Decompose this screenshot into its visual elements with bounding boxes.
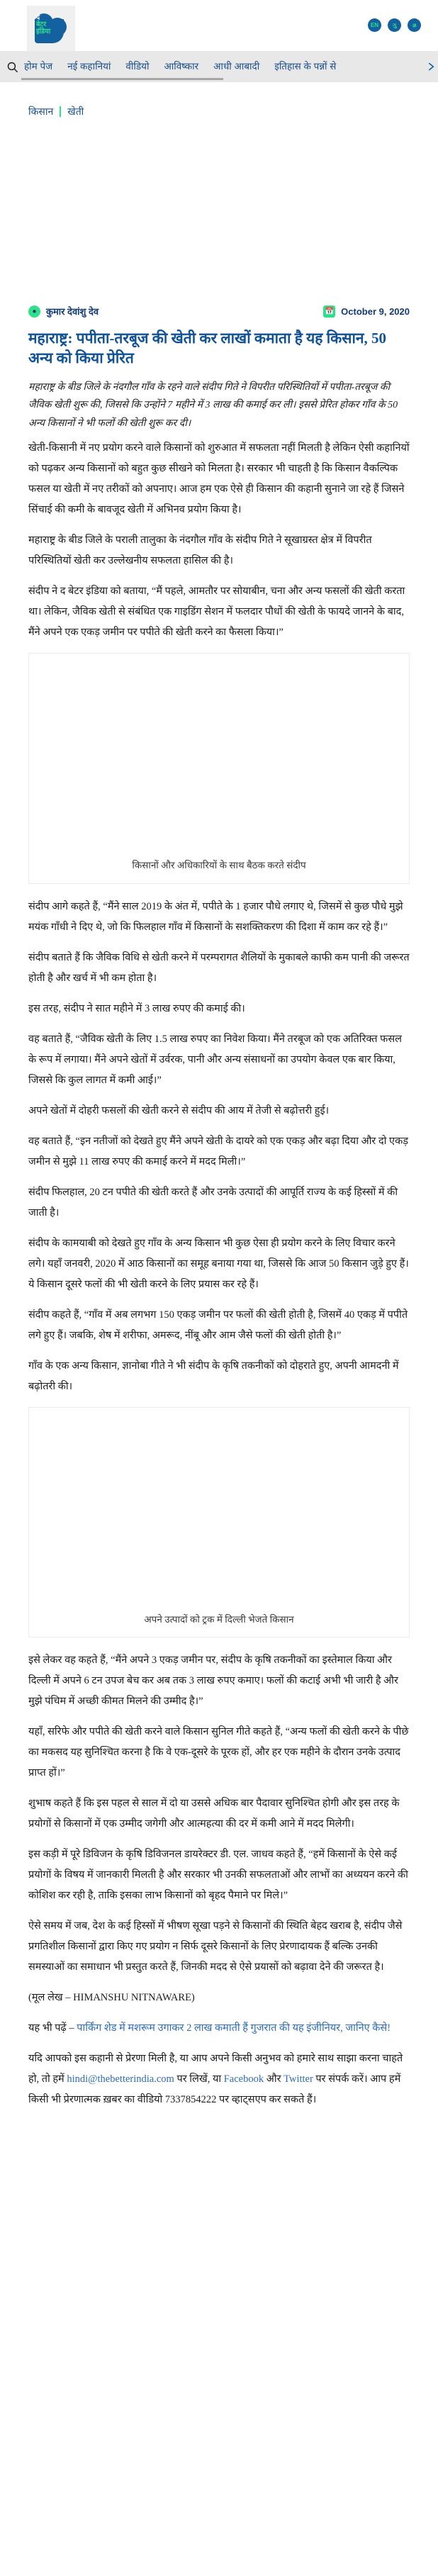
- logo-line-3: इंडिया: [36, 27, 51, 35]
- figure-1-image: [29, 654, 409, 852]
- paragraph: ऐसे समय में जब, देश के कई हिस्सों में भीषण सूखा पड़ने से किसानों की स्थिति बेहद खराब है, संदीप जैसे प्रगतिशील किसानों द्वारा किए गए प्रयोग न सिर्फ दूसरे किसानों के लिए प्रेरणादायक हैं बल्कि उनकी समस्याओं का समाधान भी प्रस्तुत करते हैं, जिनकी मदद से ऐसे प्रयासों को बढ़ावा देने की जरूरत है।: [28, 1920, 403, 1973]
- site-header: [0, 0, 438, 51]
- paragraph: गाँव के एक अन्य किसान, ज्ञानोबा गीते ने भी संदीप के कृषि तकनीकों को दोहराते हुए, अपनी आमदनी में बढ़ोतरी की।: [28, 1360, 399, 1392]
- footer-note: [28, 2049, 410, 2110]
- footer-note-part1: यदि आपको इस कहानी से प्रेरणा मिली है, या आप अपने किसी अनुभव को हमारे साथ साझा करना चाहते हो, तो हमें: [28, 2052, 403, 2085]
- main-navigation: [0, 51, 438, 82]
- heart-logo-icon: [35, 12, 67, 45]
- article-excerpt: महाराष्ट्र के बीड जिले के नंदगौल गाँव के रहने वाले संदीप गिते ने विपरीत परिस्थितियों में पपीता-तरबूज की जैविक खेती शुरू की, जिससे कि उन्होंने 7 महीने में 3 लाख की कमाई कर ली। इससे प्रेरित होकर गाँव के 50 अन्य किसानों ने भी फलों की खेती शुरू कर दी।: [28, 381, 398, 429]
- nav-item-women[interactable]: आधी आबादी: [213, 61, 260, 72]
- facebook-link[interactable]: Facebook: [223, 2073, 264, 2085]
- article-figure-1: [28, 653, 410, 883]
- footer-note-part5: पर व्हाट्सएप कर सकते हैं।: [216, 2093, 317, 2105]
- article-meta: [28, 305, 410, 318]
- paragraph: संदीप आगे कहते हैं, “मैंने साल 2019 के अंत में, पपीते के 1 हजार पौधे लगाए थे, जिसमें से कुछ पौधे मुझे मयंक गाँधी ने दिए थे, जो कि फिलहाल गाँव में किसानों के सशक्तिकरण की दिशा में काम कर रहे हैं।”: [28, 900, 403, 933]
- footer-note-part2: पर लिखें, या: [174, 2073, 224, 2085]
- site-logo[interactable]: [27, 6, 75, 51]
- author-meta[interactable]: [28, 305, 99, 318]
- email-link[interactable]: hindi@thebetterindia.com: [67, 2073, 174, 2085]
- paragraph: संदीप ने द बेटर इंडिया को बताया, “मैं पहले, आमतौर पर सोयाबीन, चना और अन्य फसलों की खेती करता था। लेकिन, जैविक खेती से संबंधित एक गाइडिंग सेशन में फलदार पौधों की खेती के फायदे जानने के बाद, मैंने अपने एक एकड़ जमीन पर पपीते की खेती करने का फैसला किया।”: [28, 586, 405, 639]
- paragraph: संदीप फिलहाल, 20 टन पपीते की खेती करते हैं और उनके उत्पादों की आपूर्ति राज्य के कई हिस्सों में की जाती है।: [28, 1186, 398, 1219]
- lang-en-button[interactable]: EN: [368, 18, 381, 32]
- paragraph: यहाँ, सरिफे और पपीते की खेती करने वाले किसान सुनिल गीते कहते हैं, “अन्य फलों की खेती करने के पीछे का मकसद यह सुनिश्चित करना है कि वे एक-दूसरे के पूरक हों, और हर एक महीने के दौरान उनके उत्पाद प्राप्त हों।”: [28, 1725, 409, 1779]
- paragraph: इस कड़ी में पूरे डिविजन के कृषि डिविजनल डायरेक्टर डी. एल. जाधव कहते हैं, “हमें किसानों के ऐसे कई प्रयोगों के विषय में जानकारी मिलती है और सरकार भी उनकी सफलताओं और लाभों का अध्ययन करने की कोशिश कर रही है, ताकि इसका लाभ किसानों को बृहद पैमाने पर मिले।”: [28, 1848, 408, 1901]
- article-figure-2: [28, 1407, 410, 1637]
- figure-2-caption: अपने उत्पादों को ट्रक में दिल्ली भेजते किसान: [144, 1613, 294, 1625]
- paragraph: संदीप कहते हैं, “गाँव में अब लगभग 150 एकड़ जमीन पर फलों की खेती होती है, जिसमें 40 एकड़ में पपीते लगे हुए हैं। जबकि, शेष में शरीफा, अमरूद, नींबू और आम जैसे फलों की खेती होती है।”: [28, 1309, 408, 1341]
- paragraph: खेती-किसानी में नए प्रयोग करने वाले किसानों को शुरुआत में सफलता नहीं मिलती है लेकिन ऐसी कहानियों को पढ़कर अन्य किसानों को बहुत कुछ सीखने को मिलता है। सरकार भी चाहती है कि किसान वैकल्पिक फसल या खेती में नए तरीकों को अपनाए। आज हम एक ऐसे ही किसान की कहानी सुनाने जा रहे हैं जिसने सिंचाई की कमी के बावजूद खेती में अभिनव प्रयोग किया है।: [28, 442, 410, 516]
- footer-note-part4: पर संपर्क करें। आप हमें किसी भी प्रेरणात्मक ख़बर का वीडियो: [28, 2073, 401, 2105]
- chevron-right-icon[interactable]: [422, 60, 438, 73]
- paragraph: संदीप के कामयाबी को देखते हुए गाँव के अन्य किसान भी कुछ ऐसा ही प्रयोग करने के लिए विचार करने लगे। यहाँ जनवरी, 2020 में आठ किसानों का समूह बनाया गया था, जिससे कि आज 50 किसान जुड़े हुए हैं। ये किसान दूसरे फलों की भी खेती करने के लिए प्रयास कर रहे हैं।: [28, 1237, 409, 1290]
- paragraph: शुभाष कहते हैं कि इस पहल से साल में दो या उससे अधिक बार पैदावार सुनिश्चित होगी और इस तरह के प्रयोगों से किसानों में एक उम्मीद जगेगी और आत्महत्या की दर में कमी आने में मदद मिलेगी।: [28, 1797, 400, 1830]
- nav-item-new-stories[interactable]: नई कहानियां: [67, 61, 111, 72]
- lang-ml-button[interactable]: മ: [408, 18, 421, 32]
- read-also-prefix: यह भी पढ़ें –: [28, 2022, 77, 2034]
- lang-gu-button[interactable]: ગુ: [388, 18, 401, 32]
- hero-image: [28, 122, 410, 299]
- nav-scroll-indicator[interactable]: [21, 78, 223, 80]
- search-icon[interactable]: [0, 61, 24, 73]
- paragraph: महाराष्ट्र के बीड जिले के पराली तालुका के नंदगौल गाँव के संदीप गिते ने सूखाग्रस्त क्षेत्र में विपरीत परिस्थितियों खेती कर उल्लेखनीय सफलता हासिल की है।: [28, 534, 372, 567]
- author-name[interactable]: कुमार देवांशु देव: [46, 306, 99, 317]
- breadcrumb-item-kheti[interactable]: खेती: [67, 105, 84, 117]
- read-also-line: [28, 2018, 410, 2039]
- whatsapp-number: 7337854222: [164, 2093, 217, 2105]
- paragraph: इस तरह, संदीप ने सात महीने में 3 लाख रुपए की कमाई की।: [28, 1002, 245, 1014]
- paragraph: इसे लेकर वह कहते हैं, “मैंने अपने 3 एकड़ जमीन पर, संदीप के कृषि तकनीकों का इस्तेमाल किया और दिल्ली में अपने 6 टन उपज बेच कर अब तक 3 लाख रुपए कमाए। फलों की कटाई अभी भी जारी है और मुझे पंचिम में अच्छी कीमत मिलने की उम्मीद है।”: [28, 1654, 398, 1707]
- calendar-icon: 📅: [323, 306, 335, 318]
- logo-line-1: द: [36, 13, 40, 21]
- publish-date: October 9, 2020: [341, 306, 410, 317]
- twitter-link[interactable]: Twitter: [283, 2073, 313, 2085]
- original-source-credit: (मूल लेख – HIMANSHU NITNAWARE): [28, 1991, 195, 2003]
- language-switcher: [368, 18, 421, 32]
- logo-line-2: बेटर: [36, 20, 47, 28]
- article-body: [28, 432, 410, 2110]
- paragraph: अपने खेतों में दोहरी फसलों की खेती करने से संदीप की आय में तेजी से बढ़ोत्तरी हुई।: [28, 1104, 330, 1116]
- breadcrumb-item-kisan[interactable]: किसान: [28, 105, 54, 117]
- nav-item-innovation[interactable]: आविष्कार: [164, 61, 199, 72]
- paragraph: वह बताते हैं, “इन नतीजों को देखते हुए मैंने अपने खेती के दायरे को एक एकड़ और बढ़ा दिया और दो एकड़ जमीन से मुझे 11 लाख रुपए की कमाई करने में मदद मिली।”: [28, 1135, 408, 1167]
- nav-item-home[interactable]: होम पेज: [24, 61, 53, 72]
- paragraph: वह बताते हैं, “जैविक खेती के लिए 1.5 लाख रुपए का निवेश किया। मैंने तरबूज को एक अतिरिक्त फसल के रूप में लगाया। मैंने अपने खेतों में उर्वरक, पानी और अन्य संसाधनों का उपयोग केवल एक बार किया, जिससे कि कुल लागत में कमी आई।”: [28, 1033, 402, 1086]
- date-meta: [323, 306, 410, 318]
- nav-item-history[interactable]: इतिहास के पन्नों से: [274, 61, 337, 72]
- page-title: महाराष्ट्र: पपीता-तरबूज की खेती कर लाखों कमाता है यह किसान, 50 अन्य को किया प्रेरित: [28, 330, 387, 366]
- figure-2-image: [29, 1408, 409, 1606]
- author-avatar-icon: ●: [28, 306, 40, 318]
- read-also-link[interactable]: पार्किंग शेड में मशरूम उगाकर 2 लाख कमाती हैं गुजरात की यह इंजीनियर, जानिए कैसे!: [77, 2022, 391, 2034]
- footer-note-part3: और: [264, 2073, 284, 2085]
- paragraph: संदीप बताते हैं कि जैविक विधि से खेती करने में परम्परागत शैलियों के मुकाबले काफी कम पानी की जरूरत होती है और खर्च में भी कम होता है।: [28, 951, 410, 984]
- figure-1-caption: किसानों और अधिकारियों के साथ बैठक करते संदीप: [132, 860, 306, 871]
- breadcrumb: [0, 82, 438, 122]
- breadcrumb-separator: [60, 106, 61, 117]
- nav-items: [24, 62, 422, 72]
- nav-item-videos[interactable]: वीडियो: [125, 61, 150, 72]
